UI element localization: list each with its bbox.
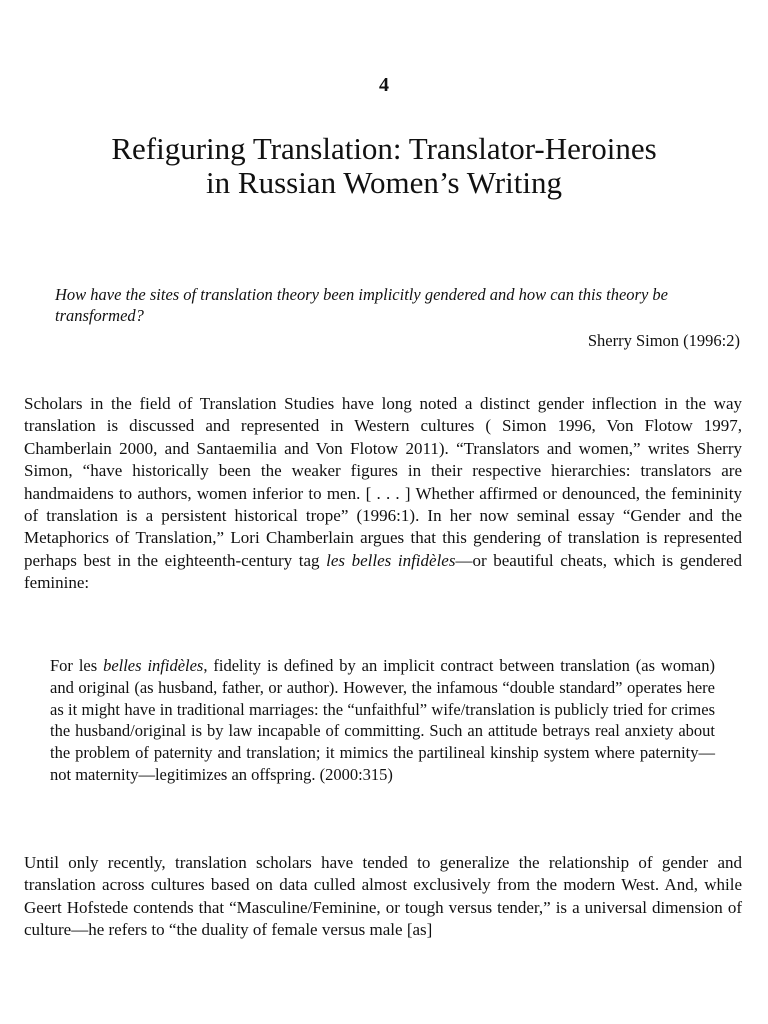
epigraph-quote: How have the sites of translation theory been implicitly gendered and how can this theory be transformed?	[55, 285, 668, 325]
paragraph-1-text: Scholars in the field of Translation Studies have long noted a distinct gender inflection in the way translation is discussed and represented in Western cultures ( Simon 1996, Von Flotow 1997, Chamberlain 2000, and Santaemilia and Von Flotow 2011). “Translators and women,” writes Sherry Simon, “have historically been the weaker figures in their respective hierarchies: translators are handmaidens to authors, women inferior to men. [ . . . ] Whether affirmed or denounced, the femininity of translation is a persistent historical trope” (1996:1). In her now seminal essay “Gender and the Metaphorics of Translation,” Lori Chamberlain argues that this gendering of translation is represented perhaps best in the eighteenth-century tag	[24, 394, 742, 570]
block-quote-italic-term: belles infidèles	[103, 656, 204, 675]
epigraph	[55, 284, 740, 351]
block-quote-text: , fidelity is defined by an implicit contract between translation (as woman) and original (as husband, father, or author). However, the infamous “double standard” operates here as it might have in traditional marriages: the “unfaithful” wife/translation is publicly tried for crimes the husband/original is by law incapable of committing. Such an attitude betrays real anxiety about the problem of paternity and translation; it mimics the partilineal kinship system where paternity—not maternity—legitimizes an offspring. (2000:315)	[50, 656, 715, 784]
chapter-title-line-1: Refiguring Translation: Translator-Heroines	[111, 131, 657, 166]
chapter-title	[20, 132, 748, 200]
block-quote-lead: For les	[50, 656, 104, 675]
paragraph-1-tail: —or beautiful cheats, which is gendered feminine:	[24, 550, 742, 593]
body-paragraph-2: Until only recently, translation scholars have tended to generalize the relationship of gender and translation across cultures based on data culled almost exclusively from the modern West. And, while Geert Hofstede contends that “Masculine/Feminine, or tough versus tender,” is a universal dimension of culture—he refers to “the duality of female versus male [as]	[24, 853, 742, 940]
paragraph-1-italic-term: les belles infidèles	[326, 550, 456, 570]
body-paragraph-1	[24, 393, 742, 595]
block-quote	[50, 655, 715, 786]
epigraph-attribution: Sherry Simon (1996:2)	[587, 331, 740, 350]
chapter-number: 4	[379, 74, 389, 96]
chapter-title-line-2: in Russian Women’s Writing	[206, 165, 562, 200]
